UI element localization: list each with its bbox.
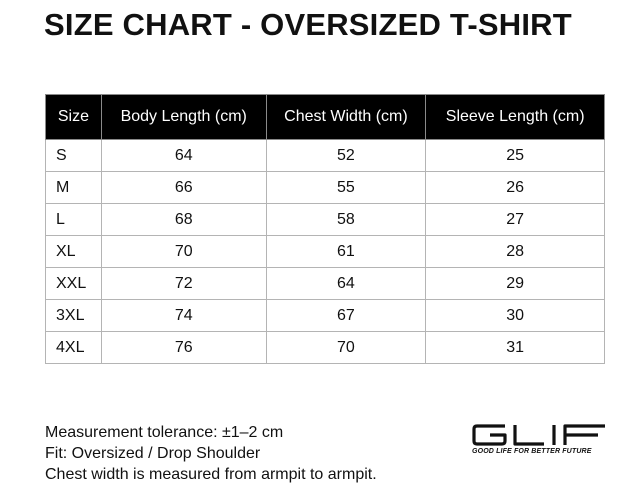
table-row xyxy=(46,172,605,204)
chest-width-cell: 67 xyxy=(266,300,426,332)
sleeve-length-cell: 25 xyxy=(426,140,605,172)
chest-width-cell: 52 xyxy=(266,140,426,172)
brand-wordmark xyxy=(472,424,608,446)
size-cell: S xyxy=(46,140,102,172)
chest-width-cell: 55 xyxy=(266,172,426,204)
brand-tagline: GOOD LIFE FOR BETTER FUTURE xyxy=(472,448,592,455)
size-cell: 4XL xyxy=(46,332,102,364)
header-sleeve-length: Sleeve Length (cm) xyxy=(426,95,605,140)
brand-logo xyxy=(472,424,608,455)
body-length-cell: 66 xyxy=(101,172,266,204)
sleeve-length-cell: 26 xyxy=(426,172,605,204)
table-row xyxy=(46,268,605,300)
size-cell: XXL xyxy=(46,268,102,300)
sleeve-length-cell: 27 xyxy=(426,204,605,236)
chest-width-cell: 70 xyxy=(266,332,426,364)
body-length-cell: 74 xyxy=(101,300,266,332)
chest-width-cell: 64 xyxy=(266,268,426,300)
body-length-cell: 68 xyxy=(101,204,266,236)
chest-width-cell: 58 xyxy=(266,204,426,236)
sleeve-length-cell: 30 xyxy=(426,300,605,332)
body-length-cell: 76 xyxy=(101,332,266,364)
sleeve-length-cell: 28 xyxy=(426,236,605,268)
tolerance-note: Measurement tolerance: ±1–2 cm xyxy=(45,424,284,441)
fit-note: Fit: Oversized / Drop Shoulder xyxy=(45,445,261,462)
table-row xyxy=(46,140,605,172)
table-row xyxy=(46,236,605,268)
size-chart-table xyxy=(45,94,605,364)
header-body-length: Body Length (cm) xyxy=(101,95,266,140)
body-length-cell: 70 xyxy=(101,236,266,268)
body-length-cell: 64 xyxy=(101,140,266,172)
table-row xyxy=(46,300,605,332)
measurement-note: Chest width is measured from armpit to armpit. xyxy=(45,466,377,483)
table-row xyxy=(46,332,605,364)
header-size: Size xyxy=(46,95,102,140)
body-length-cell: 72 xyxy=(101,268,266,300)
header-chest-width: Chest Width (cm) xyxy=(266,95,426,140)
table-row xyxy=(46,204,605,236)
table-header-row xyxy=(46,95,605,140)
sleeve-length-cell: 29 xyxy=(426,268,605,300)
notes xyxy=(45,422,377,485)
size-cell: L xyxy=(46,204,102,236)
size-cell: M xyxy=(46,172,102,204)
chest-width-cell: 61 xyxy=(266,236,426,268)
size-cell: XL xyxy=(46,236,102,268)
sleeve-length-cell: 31 xyxy=(426,332,605,364)
size-cell: 3XL xyxy=(46,300,102,332)
page-title: SIZE CHART - OVERSIZED T-SHIRT xyxy=(44,7,572,42)
